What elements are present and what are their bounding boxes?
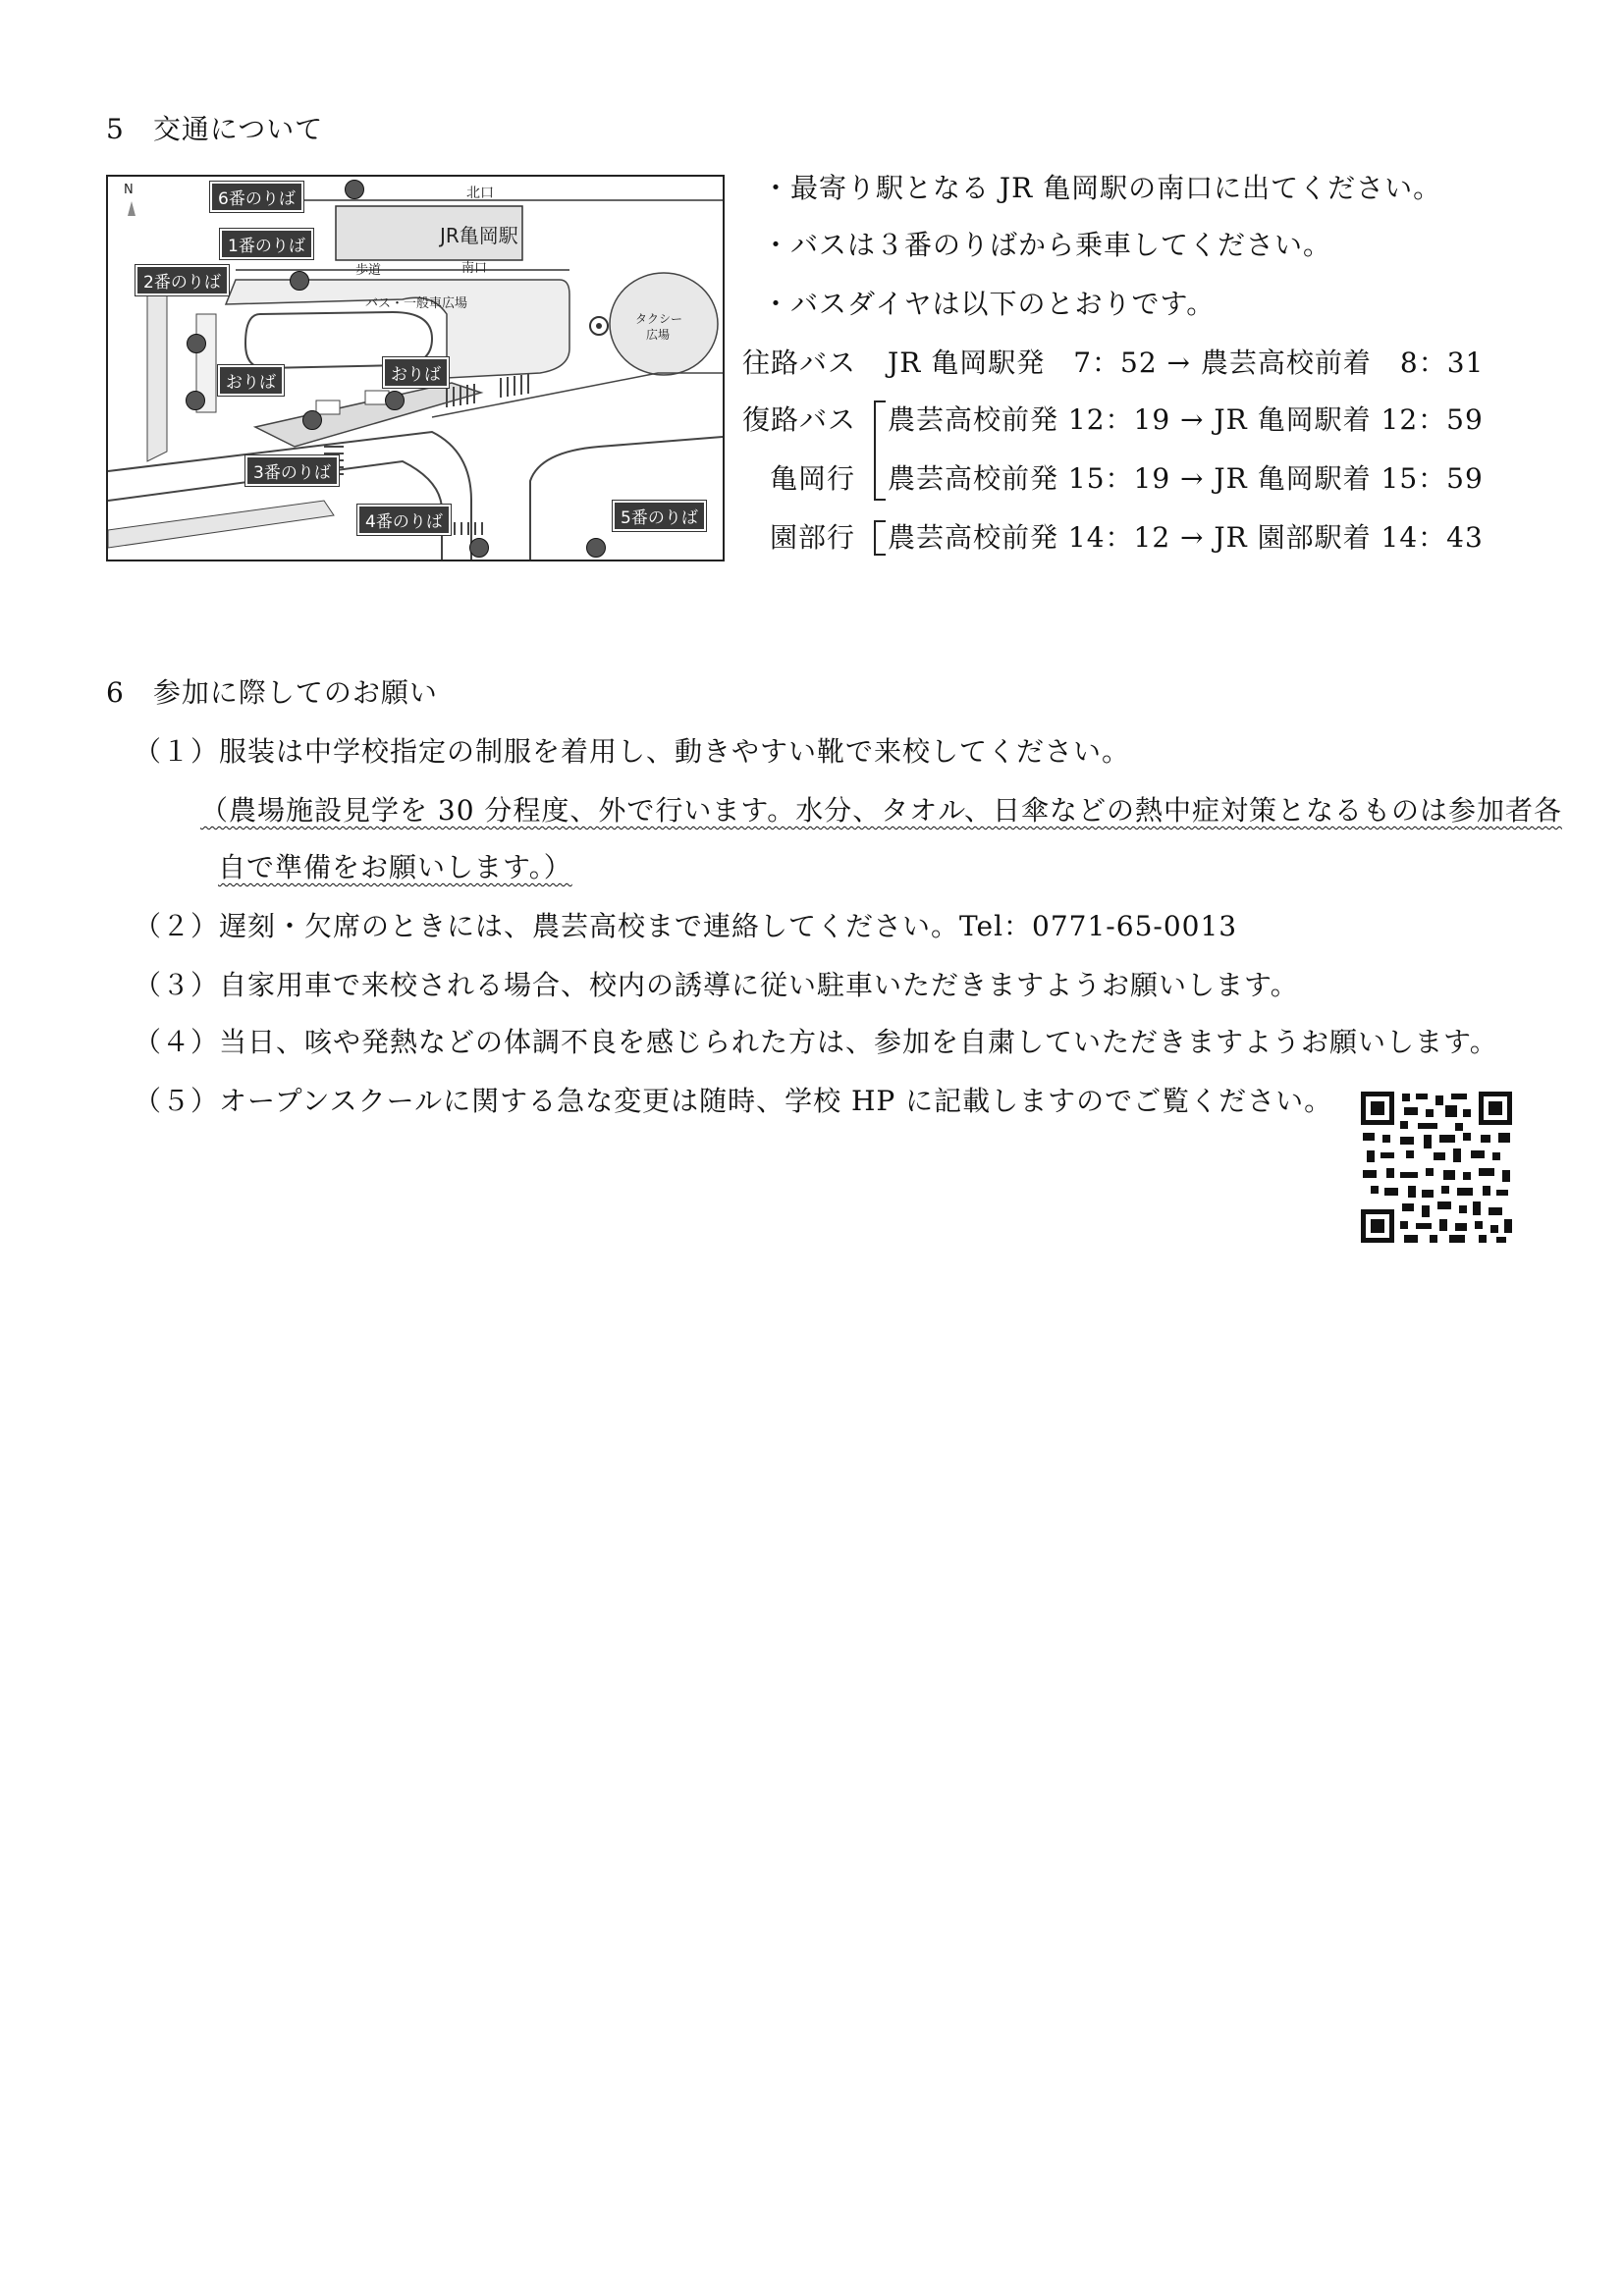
map-marker-5 (586, 538, 606, 558)
map-taxi-line2: 広場 (646, 328, 671, 342)
section5-title: 5 交通について (106, 113, 324, 145)
outbound-label: 往路バス (742, 347, 857, 379)
kameoka-trip-1: 農芸高校前発 12：19 → JR 亀岡駅着 12：59 (888, 403, 1484, 436)
sonobe-label: 園部行 (770, 521, 856, 554)
request-note-line-2: 自で準備をお願いします。） (218, 851, 572, 883)
request-item-1: （１）服装は中学校指定の制服を着用し、動きやすい靴で来校してください。 (134, 735, 1131, 768)
map-station-name: JR亀岡駅 (440, 224, 518, 247)
map-stop-5: 5番のりば (613, 501, 706, 531)
map-stop-1: 1番のりば (220, 229, 313, 259)
request-item-3: （３）自家用車で来校される場合、校内の誘導に従い駐車いただきますようお願いします。 (134, 969, 1299, 1001)
map-north-label: N (124, 183, 134, 197)
map-stop-6: 6番のりば (210, 182, 303, 212)
map-stop-2: 2番のりば (135, 265, 229, 295)
kameoka-bracket (874, 400, 886, 501)
map-south-exit: 南口 (461, 261, 488, 276)
request-item-4: （４）当日、咳や発熱などの体調不良を感じられた方は、参加を自粛していただきますようお願いします。 (134, 1026, 1498, 1058)
map-marker-alight-2 (385, 391, 405, 410)
map-stop-4: 4番のりば (357, 505, 451, 535)
qr-code-pattern (1361, 1092, 1512, 1243)
map-stop-3: 3番のりば (245, 455, 339, 486)
map-marker-6 (345, 180, 364, 199)
map-marker-4 (469, 538, 489, 558)
station-map (106, 175, 725, 561)
return-label: 復路バス (742, 403, 857, 436)
request-item-2: （２）遅刻・欠席のときには、農芸高校まで連絡してください。Tel：0771-65-0013 (134, 910, 1238, 942)
kameoka-trip-2: 農芸高校前発 15：19 → JR 亀岡駅着 15：59 (888, 462, 1484, 495)
map-marker-2 (187, 334, 206, 353)
sonobe-bracket (874, 520, 886, 556)
request-note-line-1: （農場施設見学を 30 分程度、外で行います。水分、タオル、日傘などの熱中症対策となるものは参加者各 (200, 794, 1562, 827)
map-marker-1 (290, 271, 309, 291)
north-arrow-icon (128, 201, 135, 216)
sonobe-trip: 農芸高校前発 14：12 → JR 園部駅着 14：43 (888, 521, 1484, 554)
map-taxi-line1: タクシー (635, 312, 683, 326)
bullet-board-stop: ・バスは３番のりばから乗車してください。 (762, 229, 1332, 261)
qr-code-icon[interactable] (1361, 1092, 1512, 1243)
map-alight-2: おりば (383, 357, 449, 388)
request-item-5: （５）オープンスクールに関する急な変更は随時、学校 HP に記載しますのでご覧ください。 (134, 1085, 1333, 1117)
map-plaza: バス・一般車広場 (365, 296, 468, 311)
bullet-schedule-intro: ・バスダイヤは以下のとおりです。 (762, 288, 1216, 320)
map-alight-1: おりば (218, 365, 284, 396)
section6-title: 6 参加に際してのお願い (106, 676, 438, 709)
map-walkway: 歩道 (355, 263, 382, 278)
map-marker-alight-1 (186, 391, 205, 410)
bullet-nearest-station: ・最寄り駅となる JR 亀岡駅の南口に出てください。 (762, 172, 1442, 204)
kameoka-label: 亀岡行 (770, 462, 856, 495)
map-north-exit: 北口 (466, 186, 494, 201)
map-marker-3 (302, 410, 322, 430)
outbound-trip: JR 亀岡駅発 7：52 → 農芸高校前着 8：31 (888, 347, 1485, 379)
